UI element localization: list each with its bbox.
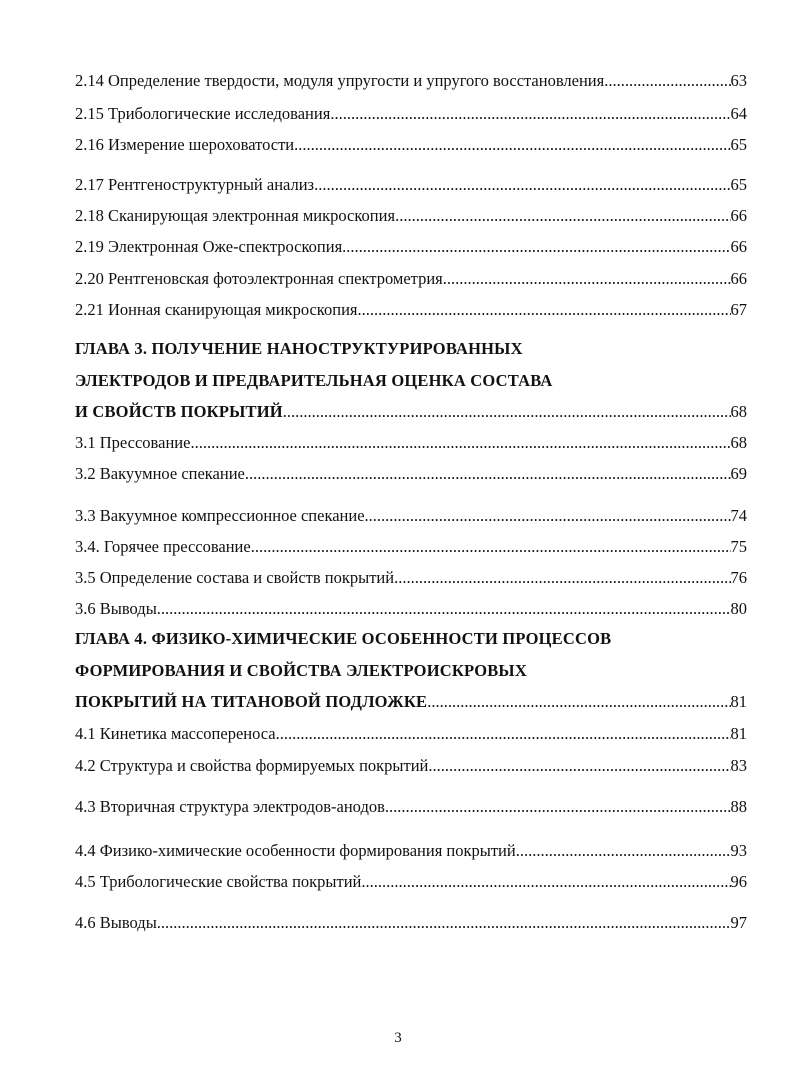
toc-entry-2-19	[75, 236, 747, 258]
toc-entry-2-15	[75, 103, 747, 125]
toc-entry-title: 4.6 Выводы	[75, 913, 157, 932]
toc-entry-4-5	[75, 871, 747, 893]
toc-entry-page: 81	[730, 692, 747, 711]
toc-entry-title: 2.14 Определение твердости, модуля упругости и упругого восстановления	[75, 71, 605, 90]
toc-entry-4-1	[75, 723, 747, 745]
toc-entry-page: 66	[730, 206, 747, 225]
toc-entry-2-16	[75, 134, 747, 156]
toc-entry-title: 3.1 Прессование	[75, 433, 191, 452]
page-number: 3	[394, 1030, 402, 1046]
toc-entry-title: 2.20 Рентгеновская фотоэлектронная спектрометрия	[75, 269, 443, 288]
toc-entry-title: 3.2 Вакуумное спекание	[75, 464, 245, 483]
toc-entry-2-18	[75, 205, 747, 227]
toc-entry-page: 65	[730, 175, 747, 194]
toc-entry-title: 2.15 Трибологические исследования	[75, 104, 331, 123]
toc-entry-3-5	[75, 567, 747, 589]
chapter-3-heading-line2: ЭЛЕКТРОДОВ И ПРЕДВАРИТЕЛЬНАЯ ОЦЕНКА СОСТАВА	[75, 371, 553, 390]
chapter-4-heading-line2: ФОРМИРОВАНИЯ И СВОЙСТВА ЭЛЕКТРОИСКРОВЫХ	[75, 661, 527, 680]
toc-entry-title: 2.18 Сканирующая электронная микроскопия	[75, 206, 396, 225]
toc-entry-title: 4.1 Кинетика массопереноса	[75, 724, 276, 743]
toc-entry-4-2	[75, 755, 747, 777]
toc-entry-4-4	[75, 840, 747, 862]
toc-entry-title: 2.21 Ионная сканирующая микроскопия	[75, 300, 358, 319]
toc-entry-page: 64	[730, 104, 747, 123]
toc-entry-title: 4.2 Структура и свойства формируемых покрытий	[75, 756, 429, 775]
toc-entry-3-2	[75, 463, 747, 485]
toc-entry-2-20	[75, 268, 747, 290]
toc-entry-page: 74	[730, 506, 747, 525]
toc-entry-title: 3.4. Горячее прессование	[75, 537, 251, 556]
toc-entry-2-14	[75, 70, 747, 92]
toc-entry-2-21	[75, 299, 747, 321]
toc-entry-page: 80	[730, 599, 747, 618]
toc-entry-title: 3.5 Определение состава и свойств покрытий	[75, 568, 395, 587]
toc-entry-3-6	[75, 598, 747, 620]
toc-entry-title: 2.19 Электронная Оже-спектроскопия	[75, 237, 343, 256]
toc-entry-page: 76	[730, 568, 747, 587]
toc-entry-3-1	[75, 432, 747, 454]
toc-entry-page: 69	[730, 464, 747, 483]
toc-entry-page: 75	[730, 537, 747, 556]
toc-entry-title: 2.16 Измерение шероховатости	[75, 135, 295, 154]
chapter-3-heading-line1: ГЛАВА 3. ПОЛУЧЕНИЕ НАНОСТРУКТУРИРОВАННЫХ	[75, 339, 523, 358]
toc-entry-page: 66	[730, 269, 747, 288]
chapter-4-heading-line1: ГЛАВА 4. ФИЗИКО-ХИМИЧЕСКИЕ ОСОБЕННОСТИ ПРОЦЕССОВ	[75, 629, 612, 648]
toc-entry-page: 83	[730, 756, 747, 775]
toc-entry-page: 81	[730, 724, 747, 743]
toc-entry-3-4	[75, 536, 747, 558]
toc-entry-3-3	[75, 505, 747, 527]
toc-entry-page: 88	[730, 797, 747, 816]
chapter-3-heading-line3: И СВОЙСТВ ПОКРЫТИЙ	[75, 402, 283, 421]
toc-entry-page: 67	[730, 300, 747, 319]
toc-entry-page: 66	[730, 237, 747, 256]
toc-entry-2-17	[75, 174, 747, 196]
toc-entry-title: 4.4 Физико-химические особенности формирования покрытий	[75, 841, 516, 860]
toc-entry-page: 65	[730, 135, 747, 154]
toc-entry-4-3	[75, 796, 747, 818]
toc-entry-title: 3.6 Выводы	[75, 599, 157, 618]
toc-entry-page: 63	[730, 71, 747, 90]
toc-entry-title: 3.3 Вакуумное компрессионное спекание	[75, 506, 365, 525]
toc-entry-page: 68	[730, 402, 747, 421]
toc-entry-page: 96	[730, 872, 747, 891]
toc-entry-title: 4.3 Вторичная структура электродов-анодов	[75, 797, 385, 816]
toc-entry-chapter-3	[75, 401, 747, 423]
toc-entry-4-6	[75, 912, 747, 934]
chapter-4-heading-line3: ПОКРЫТИЙ НА ТИТАНОВОЙ ПОДЛОЖКЕ	[75, 692, 428, 711]
toc-entry-title: 4.5 Трибологические свойства покрытий	[75, 872, 362, 891]
toc-entry-page: 97	[730, 913, 747, 932]
toc-entry-page: 68	[730, 433, 747, 452]
toc-entry-page: 93	[730, 841, 747, 860]
toc-entry-chapter-4	[75, 691, 747, 713]
toc-entry-title: 2.17 Рентгеноструктурный анализ	[75, 175, 315, 194]
